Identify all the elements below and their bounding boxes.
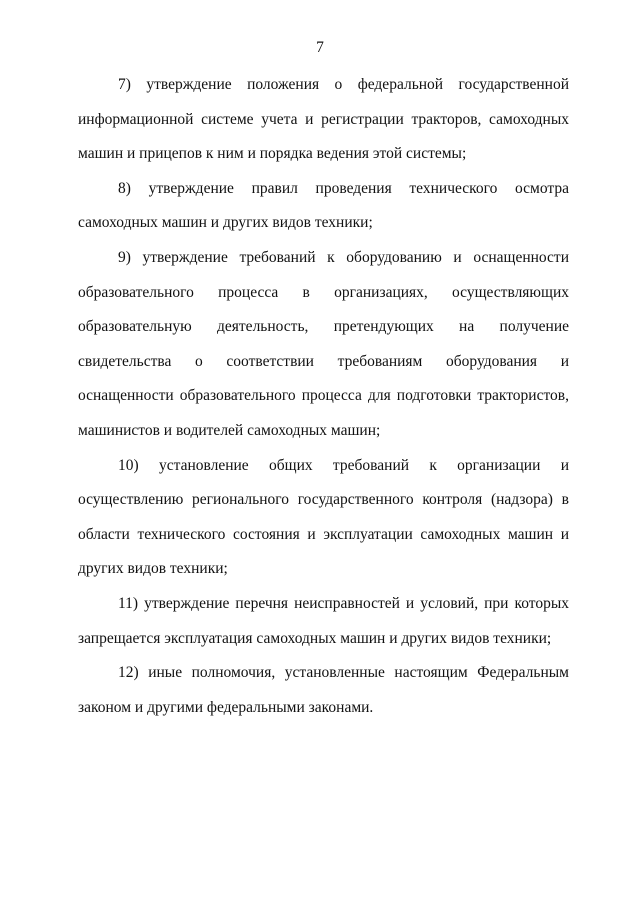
paragraph-item-10: 10) установление общих требований к организации и осуществлению регионального государственного контроля (надзора) в области технического состояния и эксплуатации самоходных машин и других видов техники; (78, 456, 569, 578)
paragraph-item-7: 7) утверждение положения о федеральной государственной информационной системе учета и регистрации тракторов, самоходных машин и прицепов к ним и порядка ведения этой системы; (78, 76, 569, 163)
paragraph-item-11: 11) утверждение перечня неисправностей и условий, при которых запрещается эксплуатация самоходных машин и других видов техники; (78, 594, 569, 647)
paragraph-item-12: 12) иные полномочия, установленные настоящим Федеральным законом и другими федеральными законами. (78, 664, 569, 716)
page-number: 7 (316, 39, 324, 56)
paragraph-item-8: 8) утверждение правил проведения технического осмотра самоходных машин и других видов техники; (78, 179, 569, 232)
document-body (78, 68, 569, 725)
paragraph-item-9: 9) утверждение требований к оборудованию и оснащенности образовательного процесса в организациях, осуществляющих образовательную деятельность, претендующих на получение свидетельства о соответствии требованиям оборудования и оснащенности образовательного процесса для подготовки трактористов, машинистов и водителей самоходных машин; (78, 248, 569, 439)
